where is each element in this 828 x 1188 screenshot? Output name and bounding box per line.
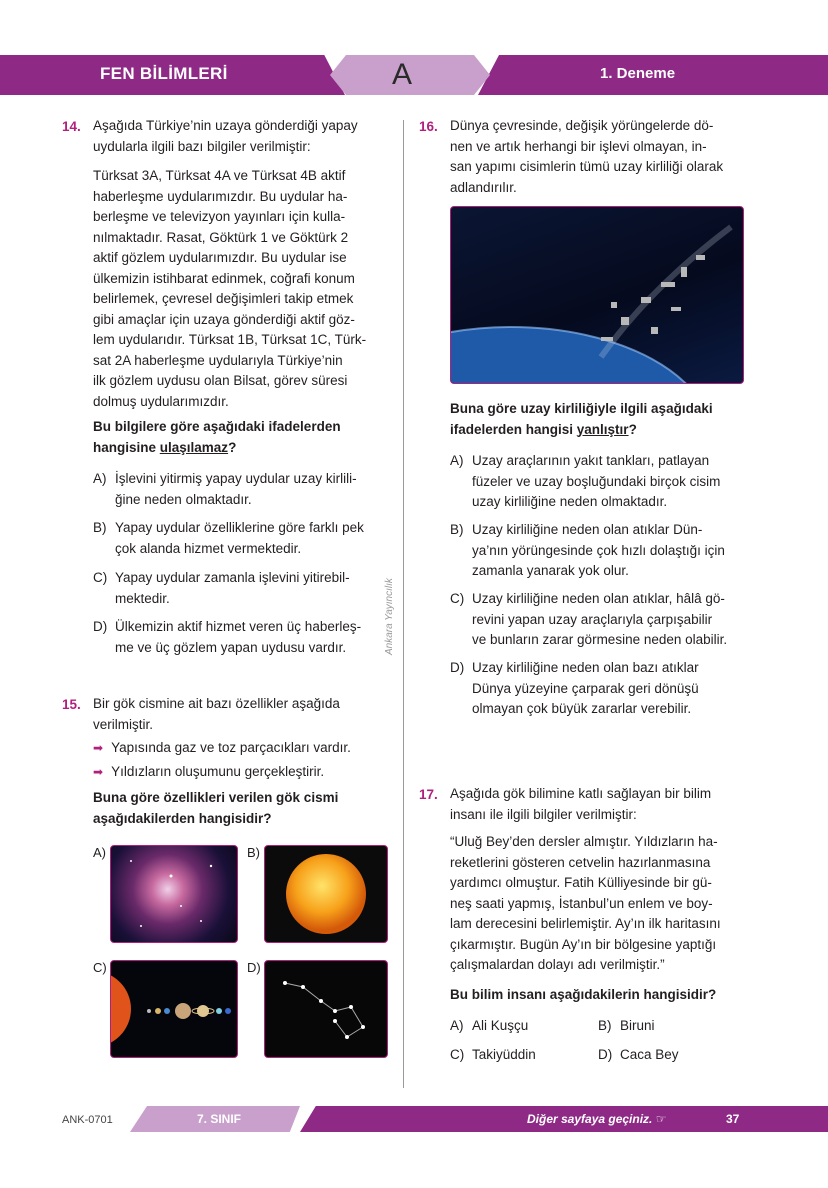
text-line: çıkarmıştır. Bugün Ay’ın bir bölgesine yaptığı [450,936,717,952]
choice-d-label: D) [247,960,261,975]
option-text [115,518,364,559]
option-text: Ali Kuşçu [472,1018,529,1033]
option-line: Uzay kirliliğine neden olan atıklar, hâlâ gö- [472,591,725,606]
pointing-hand-icon: ☞ [655,1112,667,1126]
text-line: yardımcı olmuştur. Fatih Külliyesinde bir gü- [450,875,712,890]
text-line: belirlemek, çevresel değişimleri takip etmek [93,291,354,306]
prompt-text: ifadelerden hangisi [450,421,577,437]
arrow-right-icon: ➡ [93,741,104,755]
option-letter: D) [450,660,465,675]
prompt-text: hangisine [93,439,160,455]
question-16-number: 16. [419,119,438,134]
nebula-stars-icon [111,846,237,942]
question-17-number: 17. [419,787,438,802]
option-text [472,451,720,513]
booklet-code: ANK-0701 [62,1114,113,1126]
text-line: lam derecesini belirlemiştir. Ay’ın ilk haritasını [450,916,721,931]
prompt-keyword: yanlıştır [576,421,629,437]
text-line: nen ve artık herhangi bir işlevi olmayan, in- [450,138,707,154]
question-14-passage [93,166,366,412]
option-text [115,617,361,658]
option-line: ve bunların zarar görmesine neden olabilir. [472,632,728,647]
option-line: Dünya yüzeyine çarparak geri dönüşü [472,680,699,696]
question-14-prompt [93,417,341,458]
question-16-prompt [450,399,713,440]
option-line: olmayan çok büyük zararlar verebilir. [472,701,692,716]
sun-icon [265,846,387,942]
text-line: lem uydularıdır. Türksat 1B, Türksat 1C, Türk- [93,332,367,347]
solar-system-image[interactable] [110,960,238,1058]
arrow-right-icon: ➡ [93,765,104,779]
option-text: Takiyüddin [472,1047,536,1062]
option-letter: B) [598,1018,612,1033]
bullet-text: Yıldızların oluşumunu gerçekleştirir. [111,764,325,779]
option-text [472,520,725,582]
text-line: “Uluğ Bey’den dersler almıştır. Yıldızların ha- [450,834,718,849]
option-text [115,568,350,609]
page-number: 37 [726,1112,740,1126]
intro-line: insanı ile ilgili bilgiler verilmiştir: [450,806,637,822]
text-line: ilk gözlem uydusu olan Bilsat, görev süresi [93,373,348,388]
question-15-number: 15. [62,697,81,712]
text-line: ülkemizin istihbarat edinmek, coğrafi konum [93,270,355,286]
option-text [472,589,727,651]
question-15-prompt [93,788,338,829]
option-text [115,469,357,510]
option-letter: C) [450,591,465,606]
constellation-image[interactable] [264,960,388,1058]
text-line: haberleşme uydularımızdır. Bu uydular ha- [93,188,348,204]
option-text [472,658,699,720]
choice-c-label: C) [93,960,107,975]
prompt-keyword: ulaşılamaz [159,439,229,455]
prompt-line: Buna göre özellikleri verilen gök cismi [93,790,339,805]
choice-a-label: A) [93,845,106,860]
question-14-number: 14. [62,119,81,134]
question-15-bullets [93,736,351,784]
sun-image[interactable] [264,845,388,943]
publisher-watermark: Ankara Yayıncılık [384,578,395,655]
option-line: mektedir. [115,590,170,606]
option-line: Uzay kirliliğine neden olan bazı atıklar [472,660,699,675]
space-debris-icon [451,207,743,383]
text-line: dolmuş uydularımızdır. [93,393,229,409]
option-letter: A) [450,453,464,468]
option-line: ya’nın yörüngesinde çok hızlı dolaştığı için [472,542,725,558]
prompt-line: Bu bilgilere göre aşağıdaki ifadelerden [93,419,341,434]
text-line: reketlerini gösteren cetvelin hazırlanmasına [450,854,711,870]
booklet-letter: A [392,58,413,91]
option-letter: A) [450,1018,464,1033]
text-line: san yapımı cisimlerin tümü uzay kirliliği olarak [450,159,724,174]
option-line: Uzay kirliliğine neden olan atıklar Dün- [472,522,703,537]
text-line: çalışmalardan dolayı adı verilmiştir.” [450,957,665,972]
intro-line: Bir gök cismine ait bazı özellikler aşağıda [93,696,340,711]
text-line: adlandırılır. [450,179,517,195]
column-divider [403,120,404,1088]
bullet-item [93,760,351,784]
option-letter: D) [93,619,108,634]
question-17-prompt: Bu bilim insanı aşağıdakilerin hangisidir? [450,987,717,1002]
subject-title: FEN BİLİMLERİ [100,64,228,83]
nebula-image[interactable] [110,845,238,943]
option-line: me ve üç gözlem yapan uydusu vardır. [115,639,347,655]
text-line: neş saati yapmış, İstanbul’un enlem ve boy- [450,895,713,911]
option-letter: C) [93,570,108,585]
question-16-intro [450,116,723,198]
grade-label: 7. SINIF [197,1112,242,1126]
prompt-text: ? [628,421,637,437]
constellation-icon [265,961,387,1057]
intro-line: Aşağıda Türkiye’nin uzaya gönderdiği yapay [93,118,358,133]
option-letter: A) [93,471,107,486]
exam-title: 1. Deneme [600,65,676,82]
option-line: zamanla yanarak yok olur. [472,563,629,578]
option-line: füzeler ve uzay boşluğundaki birçok cisim [472,473,721,489]
intro-line: verilmiştir. [93,716,153,732]
prompt-line [93,438,341,459]
option-line: uzay kirliliğine neden olmaktadır. [472,494,668,509]
solar-system-icon [111,961,237,1057]
option-letter: B) [450,522,464,537]
text-line: nılmaktadır. Rasat, Göktürk 1 ve Göktürk 2 [93,229,349,245]
option-line: Yapay uydular özelliklerine göre farklı pek [115,520,364,535]
option-text: Biruni [620,1018,655,1033]
option-line: İşlevini yitirmiş yapay uydular uzay kirlili- [115,471,357,486]
option-line: çok alanda hizmet vermektedir. [115,540,302,556]
text-line: aktif gözlem uydularımızdır. Bu uydular ise [93,250,347,265]
option-line: revini yapan uzay araçlarıyla çarpışabilir [472,611,713,627]
prompt-line: aşağıdakilerden hangisidir? [93,810,272,826]
option-letter: B) [93,520,107,535]
text-line: berleşme ve televizyon yayınları için kulla- [93,209,346,224]
option-text: Caca Bey [620,1047,679,1062]
text-line: Dünya çevresinde, değişik yörüngelerde dö- [450,118,714,133]
option-line: Yapay uydular zamanla işlevini yitirebil- [115,570,350,585]
question-15-intro [93,694,340,735]
next-page-text: Diğer sayfaya geçiniz. [527,1112,653,1126]
bullet-text: Yapısında gaz ve toz parçacıkları vardır. [111,740,351,755]
text-line: gibi amaçlar için uzaya gönderdiği aktif göz- [93,311,355,327]
next-page-note [527,1112,667,1126]
space-debris-image[interactable] [450,206,744,384]
intro-line: Aşağıda gök bilimine katlı sağlayan bir bilim [450,786,712,801]
text-line: sat 2A haberleşme uydularıyla Türkiye’nin [93,352,343,368]
question-17-quote [450,832,721,976]
choice-b-label: B) [247,845,260,860]
option-letter: D) [598,1047,613,1062]
bullet-item [93,736,351,760]
option-letter: C) [450,1047,465,1062]
intro-line: uydularla ilgili bazı bilgiler verilmiştir: [93,138,311,154]
prompt-text: ? [228,439,237,455]
option-line: Uzay araçlarının yakıt tankları, patlayan [472,453,710,468]
option-line: Ülkemizin aktif hizmet veren üç haberleş- [115,619,362,634]
option-line: ğine neden olmaktadır. [115,491,252,507]
prompt-line [450,420,713,441]
text-line: Türksat 3A, Türksat 4A ve Türksat 4B aktif [93,168,346,183]
prompt-line: Buna göre uzay kirliliğiyle ilgili aşağıdaki [450,401,713,416]
question-14-intro [93,116,358,157]
question-17-intro [450,784,711,825]
